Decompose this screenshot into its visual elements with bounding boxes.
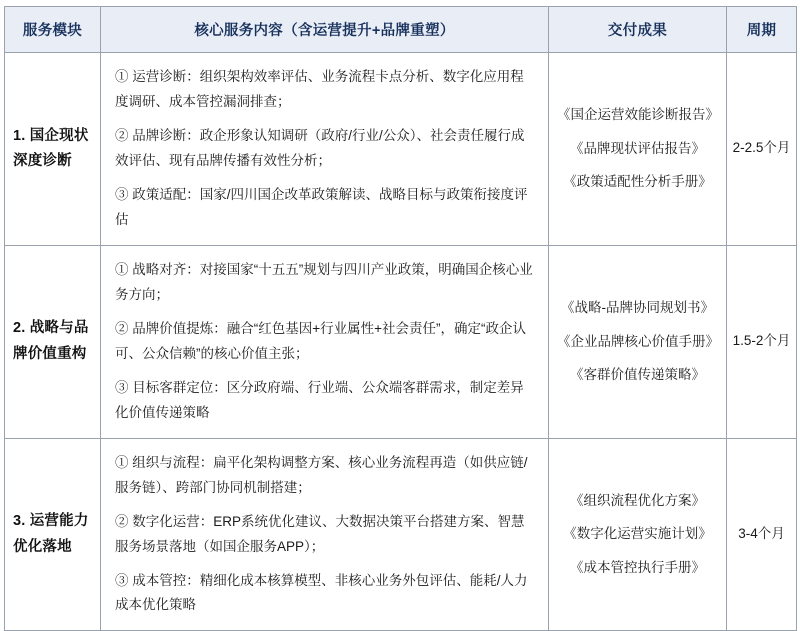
table-body	[5, 53, 797, 631]
content-item: ③ 成本管控：精细化成本核算模型、非核心业务外包评估、能耗/人力成本优化策略	[115, 572, 528, 613]
module-name: 2. 战略与品牌价值重构	[5, 245, 101, 438]
deliverable-item: 《企业品牌核心价值手册》	[557, 333, 719, 349]
service-modules-table	[4, 6, 797, 631]
column-header-content: 核心服务内容（含运营提升+品牌重塑）	[101, 7, 549, 53]
table-row	[5, 245, 797, 438]
table-row	[5, 438, 797, 631]
module-deliverables	[549, 53, 727, 246]
module-name: 1. 国企现状深度诊断	[5, 53, 101, 246]
content-item: ② 数字化运营：ERP系统优化建议、大数据决策平台搭建方案、智慧服务场景落地（如国企服务APP）；	[115, 513, 525, 554]
content-item: ② 品牌诊断：政企形象认知调研（政府/行业/公众）、社会责任履行成效评估、现有品牌传播有效性分析；	[115, 127, 525, 168]
content-item: ③ 目标客群定位：区分政府端、行业端、公众端客群需求，制定差异化价值传递策略	[115, 379, 524, 420]
table-row	[5, 53, 797, 246]
table-header	[5, 7, 797, 53]
table-header-row	[5, 7, 797, 53]
content-item: ① 战略对齐：对接国家“十五五”规划与四川产业政策，明确国企核心业务方向；	[115, 261, 533, 302]
module-content	[101, 438, 549, 631]
deliverable-item: 《客群价值传递策略》	[570, 366, 705, 382]
deliverable-item: 《政策适配性分析手册》	[563, 174, 712, 190]
column-header-period: 周期	[727, 7, 797, 53]
module-content	[101, 245, 549, 438]
deliverable-item: 《品牌现状评估报告》	[570, 140, 705, 156]
content-item: ① 运营诊断：组织架构效率评估、业务流程卡点分析、数字化应用程度调研、成本管控漏洞排查；	[115, 69, 524, 109]
deliverable-item: 《国企运营效能诊断报告》	[557, 107, 719, 123]
content-item: ① 组织与流程：扁平化架构调整方案、核心业务流程再造（如供应链/服务链）、跨部门协同机制搭建；	[115, 454, 528, 495]
module-deliverables	[549, 438, 727, 631]
module-name: 3. 运营能力优化落地	[5, 438, 101, 631]
column-header-deliverables: 交付成果	[549, 7, 727, 53]
module-deliverables	[549, 245, 727, 438]
module-period: 3-4个月	[727, 438, 797, 631]
module-period: 1.5-2个月	[727, 245, 797, 438]
deliverable-item: 《组织流程优化方案》	[570, 493, 705, 509]
column-header-module: 服务模块	[5, 7, 101, 53]
deliverable-item: 《数字化运营实施计划》	[563, 526, 712, 542]
deliverable-item: 《成本管控执行手册》	[570, 559, 705, 575]
content-item: ③ 政策适配：国家/四川国企改革政策解读、战略目标与政策衔接度评估	[115, 186, 528, 227]
content-item: ② 品牌价值提炼：融合“红色基因+行业属性+社会责任”，确定“政企认可、公众信赖”的核心价值主张；	[115, 320, 527, 361]
module-period: 2-2.5个月	[727, 53, 797, 246]
module-content	[101, 53, 549, 246]
deliverable-item: 《战略-品牌协同规划书》	[561, 300, 714, 316]
